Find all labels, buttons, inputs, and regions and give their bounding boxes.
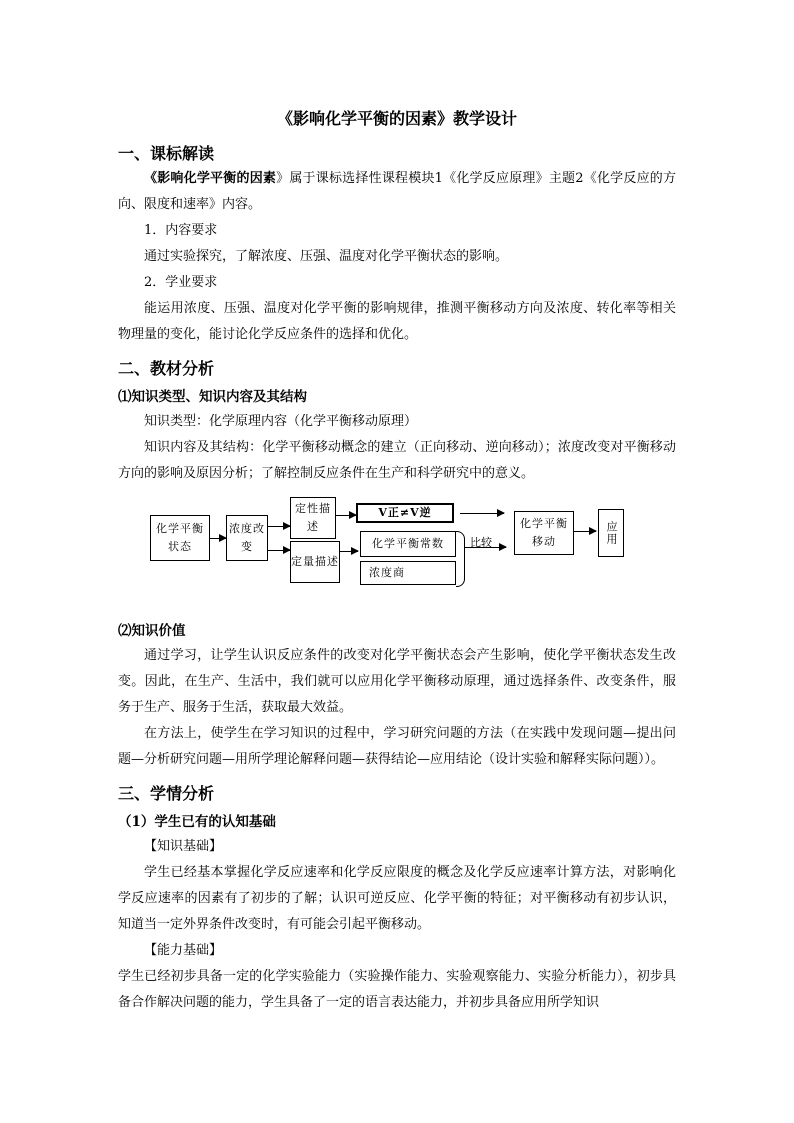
knowledge-value-text-2: 在方法上，使学生在学习知识的过程中，学习研究问题的方法（在实践中发现问题—提出问题—分析研究问题—用所学理论解释问题—获得结论—应用结论（设计实验和解释实际问题））。	[118, 726, 676, 767]
section-3-heading: 三、学情分析	[118, 784, 215, 803]
knowledge-basis-label: 【知识基础】	[144, 839, 223, 854]
box-equilibrium-state: 化学平衡状态	[150, 515, 210, 561]
box-v-forward-not-equal-v-reverse: V正≠V逆	[356, 503, 454, 523]
document-page	[118, 100, 676, 1016]
knowledge-type-text: 知识类型：化学原理内容（化学平衡移动原理）	[144, 414, 418, 429]
academic-requirement-heading: 2．学业要求	[144, 275, 218, 290]
arrow	[268, 550, 290, 551]
document-title: 《影响化学平衡的因素》教学设计	[276, 109, 517, 128]
box-qualitative: 定性描述	[290, 497, 336, 539]
arrow	[464, 547, 506, 548]
intro-bold-title: 《影响化学平衡的因素	[144, 171, 277, 186]
arrow	[574, 531, 596, 532]
box-equilibrium-constant: 化学平衡常数	[360, 531, 456, 557]
knowledge-type-heading: ⑴知识类型、知识内容及其结构	[118, 389, 307, 405]
arrow	[268, 526, 290, 527]
box-equilibrium-shift: 化学平衡移动	[514, 511, 574, 555]
brace	[456, 531, 465, 587]
arrow	[210, 538, 226, 539]
concept-flow-diagram	[118, 493, 676, 613]
arrow	[336, 515, 356, 516]
knowledge-content-text: 知识内容及其结构：化学平衡移动概念的建立（正向移动、逆向移动）；浓度改变对平衡移动方向的影响及原因分析；了解控制反应条件在生产和科学研究中的意义。	[118, 440, 676, 481]
label-compare: 比较	[470, 536, 492, 549]
ability-basis-label: 【能力基础】	[144, 943, 223, 958]
section-2-heading: 二、教材分析	[118, 359, 215, 378]
knowledge-value-text-1: 通过学习，让学生认识反应条件的改变对化学平衡状态会产生影响，使化学平衡状态发生改变。因此，在生产、生活中，我们就可以应用化学平衡移动原理，通过选择条件、改变条件，服务于生产、服务于生活，获取最大效益。	[118, 648, 676, 715]
content-requirement-text: 通过实验探究，了解浓度、压强、温度对化学平衡状态的影响。	[144, 249, 509, 264]
box-quantitative: 定量描述	[290, 541, 340, 583]
box-application: 应用	[598, 509, 624, 557]
arrow	[460, 513, 504, 514]
box-reaction-quotient: 浓度商	[360, 561, 456, 585]
box-concentration-change: 浓度改变	[226, 515, 268, 561]
cognitive-basis-heading: （1）学生已有的认知基础	[118, 814, 276, 830]
arrow	[340, 551, 358, 552]
ability-basis-text: 学生已经初步具备一定的化学实验能力（实验操作能力、实验观察能力、实验分析能力），初步具备合作解决问题的能力，学生具备了一定的语言表达能力，并初步具备应用所学知识	[118, 969, 676, 1010]
knowledge-value-heading: ⑵知识价值	[118, 623, 186, 639]
intro-rest: 》属于课标选择性课程模块1《化学反应原理》主题2《化学反应的方向、限度和速率》内容。	[118, 171, 676, 212]
knowledge-basis-text: 学生已经基本掌握化学反应速率和化学反应限度的概念及化学反应速率计算方法，对影响化学反应速率的因素有了初步的了解；认识可逆反应、化学平衡的特征；对平衡移动有初步认识，知道当一定外界条件改变时，有可能会引起平衡移动。	[118, 865, 676, 932]
section-1-intro	[118, 166, 676, 218]
section-1-heading: 一、课标解读	[118, 144, 215, 163]
content-requirement-heading: 1．内容要求	[144, 223, 218, 238]
academic-requirement-text: 能运用浓度、压强、温度对化学平衡的影响规律，推测平衡移动方向及浓度、转化率等相关物理量的变化，能讨论化学反应条件的选择和优化。	[118, 301, 676, 342]
